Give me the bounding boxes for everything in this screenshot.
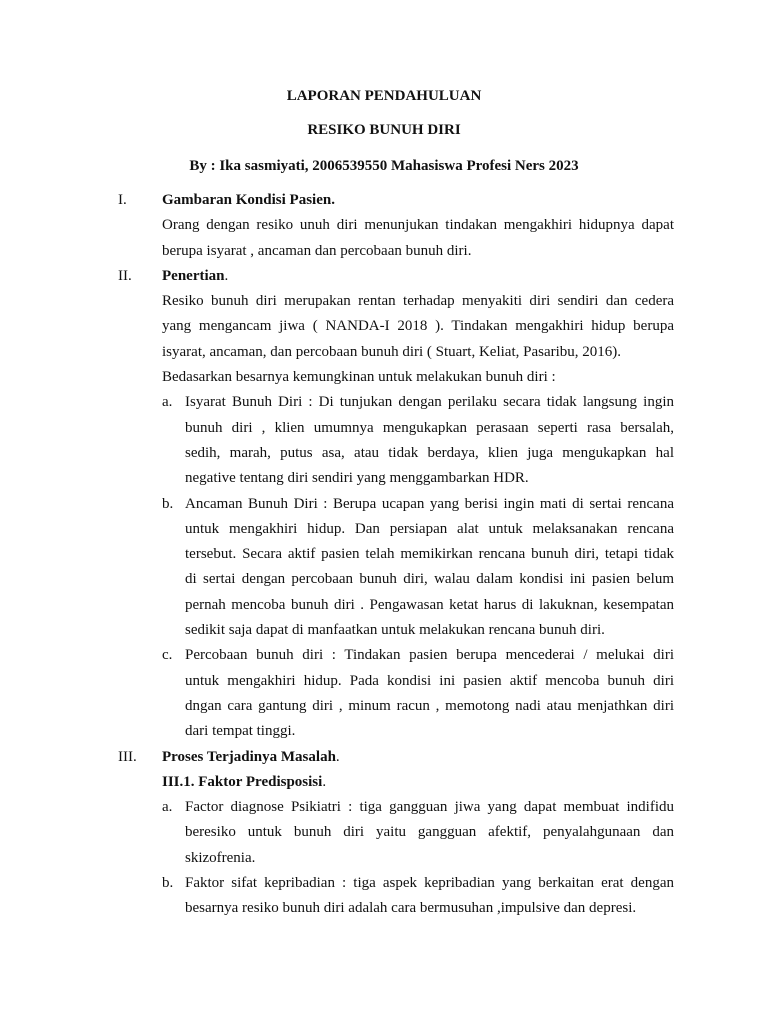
list-marker: a. <box>162 799 173 816</box>
list-item: a. Factor diagnose Psikiatri : tiga gangguan jiwa yang dapat membuat indifidu <box>0 795 768 820</box>
list-item-line: sedikit saja dapat di manfaatkan untuk melakukan rencana bunuh diri. <box>185 622 605 639</box>
section-title: Proses Terjadinya Masalah. <box>162 748 340 765</box>
paragraph-line: isyarat, ancaman, dan percobaan bunuh diri ( Stuart, Keliat, Pasaribu, 2016). <box>162 343 622 360</box>
section-heading <box>0 745 768 770</box>
list-item: a. Isyarat Bunuh Diri : Di tunjukan dengan perilaku secara tidak langsung ingin <box>0 390 768 415</box>
list-item-line: di sertai dengan percobaan bunuh diri, walau dalam kondisi ini pasien belum <box>185 571 674 588</box>
list-item-line: negative tentang diri sendiri yang menggambarkan HDR. <box>185 470 529 487</box>
list-item-line: untuk mengakhiri hidup. Dan persiapan alat untuk melaksanakan rencana <box>185 520 674 537</box>
list-item-line: dngan cara gantung diri , minum racun , memotong nadi atau menjathkan diri <box>185 697 674 714</box>
paragraph-line: berupa isyarat , ancaman dan percobaan bunuh diri. <box>162 242 472 259</box>
list-item-line: dari tempat tinggi. <box>185 723 296 740</box>
list-item-line: pernah mencoba bunuh diri . Pengawasan ketat harus di lakuknan, kesempatan <box>185 596 674 613</box>
section-heading <box>0 264 768 289</box>
list-item-line: tersebut. Secara aktif pasien telah memikirkan rencana bunuh diri, tetapi tidak <box>185 546 674 563</box>
section-number: II. <box>118 267 132 284</box>
section-title: Penertian. <box>162 267 229 284</box>
paragraph-line: Resiko bunuh diri merupakan rentan terhadap menyakiti diri sendiri dan cedera <box>162 293 674 310</box>
list-marker: b. <box>162 875 174 892</box>
section-number: I. <box>118 192 127 208</box>
paragraph-line: Bedasarkan besarnya kemungkinan untuk melakukan bunuh diri : <box>162 369 556 386</box>
list-item-line: beresiko untuk bunuh diri yaitu gangguan afektif, penyalahgunaan dan <box>185 824 674 841</box>
list-item-line: sedih, marah, putus asa, atau tidak berdaya, klien juga mengukapkan hal <box>185 444 674 461</box>
list-marker: b. <box>162 495 174 512</box>
document-body <box>0 188 768 922</box>
section-title: Gambaran Kondisi Pasien. <box>162 192 335 208</box>
list-item-line: bunuh diri , klien umumnya mengukapkan perasaan seperti rasa bersalah, <box>185 419 674 436</box>
list-item: b. Ancaman Bunuh Diri : Berupa ucapan yang berisi ingin mati di sertai rencana <box>0 492 768 517</box>
list-item-line: untuk mengakhiri hidup. Pada kondisi ini pasien aktif mencoba bunuh diri <box>185 672 674 689</box>
paragraph-line: yang mengancam jiwa ( NANDA-I 2018 ). Tindakan mengakhiri hidup berupa <box>162 318 674 335</box>
list-item-line: besarnya resiko bunuh diri adalah cara bermusuhan ,impulsive dan depresi. <box>185 900 637 917</box>
list-marker: a. <box>162 394 173 411</box>
document-subtitle: RESIKO BUNUH DIRI <box>307 122 461 138</box>
author-byline: By : Ika sasmiyati, 2006539550 Mahasiswa Profesi Ners 2023 <box>189 158 579 174</box>
document-title: LAPORAN PENDAHULUAN <box>286 88 482 104</box>
subsection-title: III.1. Faktor Predisposisi. <box>162 773 327 790</box>
list-marker: c. <box>162 647 173 664</box>
subsection-heading <box>0 770 768 795</box>
paragraph-line: Orang dengan resiko unuh diri menunjukan tindakan mengakhiri hidupnya dapat <box>162 217 674 234</box>
list-item: c. Percobaan bunuh diri : Tindakan pasien berupa mencederai / melukai diri <box>0 643 768 668</box>
section-number: III. <box>118 748 137 765</box>
list-item-line: skizofrenia. <box>185 849 256 866</box>
list-item: b. Faktor sifat kepribadian : tiga aspek kepribadian yang berkaitan erat dengan <box>0 871 768 896</box>
section-heading <box>0 188 768 213</box>
